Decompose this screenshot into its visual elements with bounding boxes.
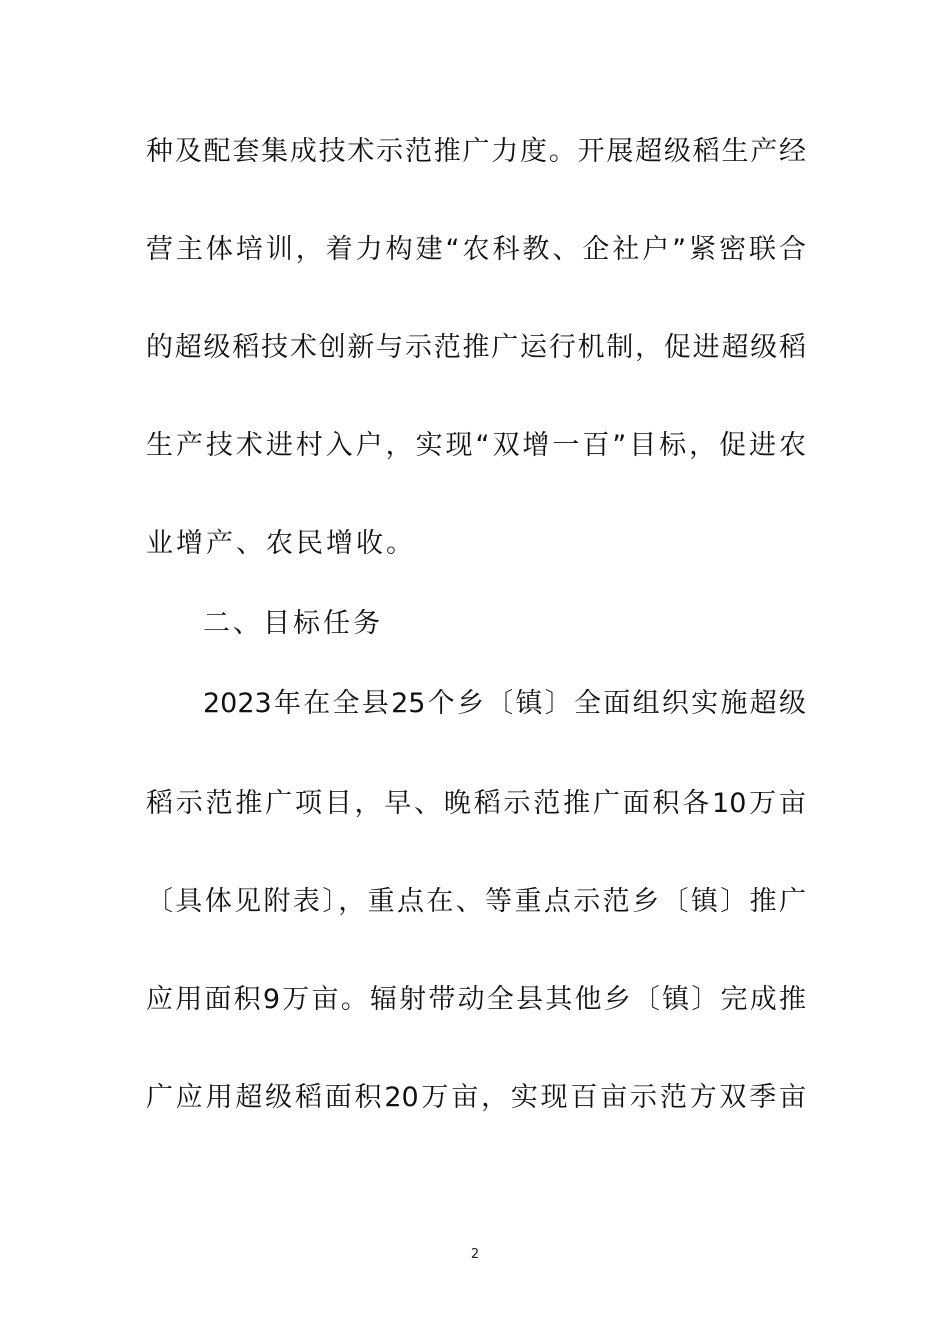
paragraph-line: 稻示范推广项目，早、晚稻示范推广面积各10万亩 bbox=[146, 788, 806, 819]
paragraph-line: 业增产、农民增收。 bbox=[146, 528, 416, 559]
paragraph-line: 营主体培训，着力构建“农科教、企社户”紧密联合 bbox=[146, 234, 806, 265]
paragraph-line: 生产技术进村入户，实现“双增一百”目标，促进农 bbox=[146, 430, 806, 461]
paragraph-line: 2023年在全县25个乡〔镇〕全面组织实施超级 bbox=[203, 688, 806, 719]
paragraph-line: 应用面积9万亩。辐射带动全县其他乡〔镇〕完成推 bbox=[146, 984, 806, 1015]
section-heading: 二、目标任务 bbox=[203, 608, 383, 639]
paragraph-line: 种及配套集成技术示范推广力度。开展超级稻生产经 bbox=[146, 136, 806, 167]
page-number: 2 bbox=[470, 1247, 480, 1262]
paragraph-line: 〔具体见附表〕，重点在、等重点示范乡〔镇〕推广 bbox=[146, 886, 806, 917]
paragraph-line: 广应用超级稻面积20万亩，实现百亩示范方双季亩 bbox=[146, 1082, 806, 1113]
paragraph-line: 的超级稻技术创新与示范推广运行机制，促进超级稻 bbox=[146, 332, 806, 363]
